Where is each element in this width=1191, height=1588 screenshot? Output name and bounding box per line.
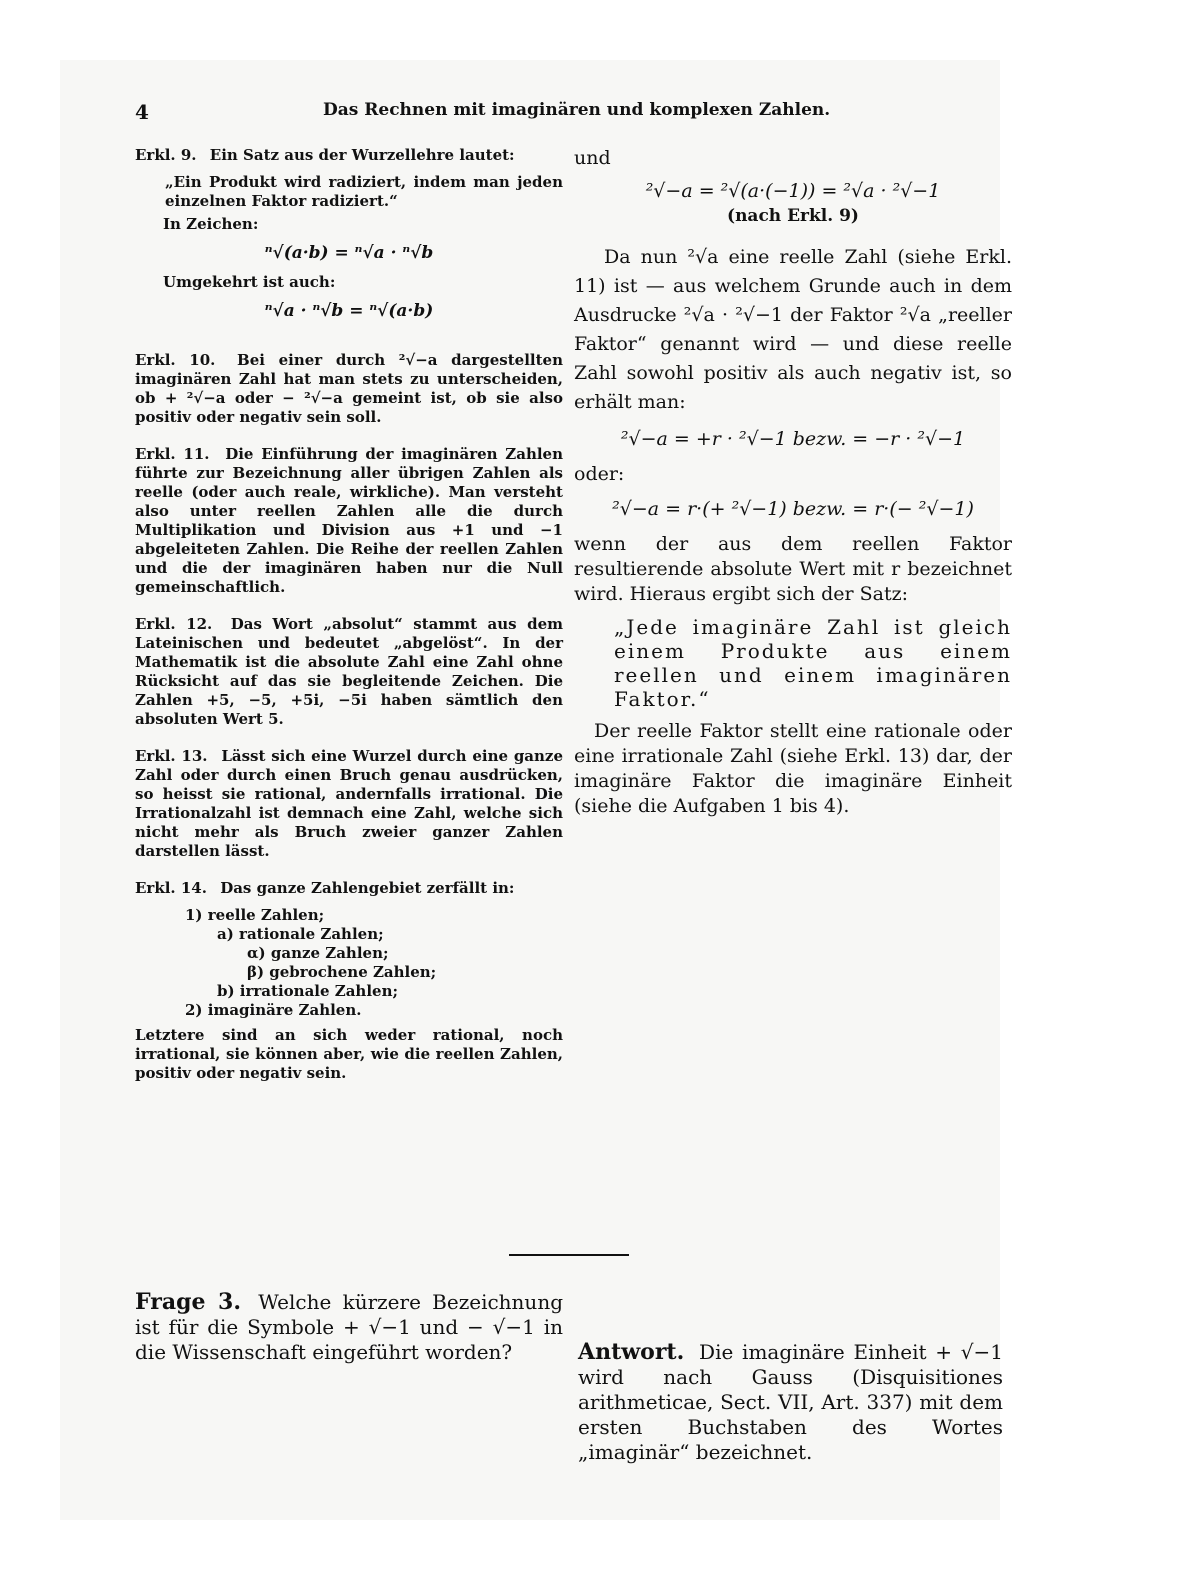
page-number: 4 [135,100,149,124]
erkl-13 [135,747,563,861]
erkl-9-quote: „Ein Produkt wird radiziert, indem man jeden einzelnen Faktor radiziert.“ [165,173,563,210]
erkl-9-head: Erkl. 9. [135,146,197,164]
right-formula-1: ²√−a = ²√(a·(−1)) = ²√a · ²√−1 [645,180,941,202]
list-item: α) ganze Zahlen; [247,944,389,962]
erkl-12-text: Das Wort „absolut“ stammt aus dem Lateinischen und bedeutet „abgelöst“. In der Mathematik ist die absolute Zahl eine Zahl ohne Rücksicht auf das sie begleitende Zeichen. Die Zahlen +5, −5, +5i, −5i haben sämtlich den absoluten Wert 5. [135,615,563,728]
erkl-9-text: Ein Satz aus der Wurzellehre lautet: [209,146,515,164]
erkl-9-umgekehrt: Umgekehrt ist auch: [163,273,336,291]
section-divider [509,1254,629,1256]
left-column [135,146,563,1091]
erkl-9-formula-2: ⁿ√a · ⁿ√b = ⁿ√(a·b) [264,301,434,321]
right-und: und [574,147,611,169]
antwort-text: Die imaginäre Einheit + √−1 wird nach Gauss (Disquisitiones arithmeticae, Sect. VII, Art. 337) mit dem ersten Buchstaben des Wortes „imaginär“ bezeichnet. [578,1340,1004,1464]
right-para-1: Da nun ²√a eine reelle Zahl (siehe Erkl. 11) ist — aus welchem Grunde auch in dem Ausdrucke ²√a · ²√−1 der Faktor ²√a „reeller Faktor“ genannt wird — und diese reelle Zahl sowohl positiv als auch negativ ist, so erhält man: [574,246,1012,413]
erkl-14-text: Das ganze Zahlengebiet zerfällt in: [220,879,515,897]
page-header [135,100,1015,128]
erkl-11-head: Erkl. 11. [135,445,210,463]
list-item: 1) reelle Zahlen; [185,906,325,924]
list-item: 2) imaginäre Zahlen. [185,1001,362,1019]
erkl-10 [135,351,563,427]
running-title: Das Rechnen mit imaginären und komplexen Zahlen. [323,100,831,120]
list-item: a) rationale Zahlen; [217,925,384,943]
antwort [578,1340,1003,1465]
erkl-14-head: Erkl. 14. [135,879,207,897]
erkl-9-formula-1: ⁿ√(a·b) = ⁿ√a · ⁿ√b [264,243,434,263]
right-column [574,146,1012,827]
erkl-10-head: Erkl. 10. [135,351,216,369]
list-item: β) gebrochene Zahlen; [247,963,437,981]
erkl-14-list [135,906,563,1020]
erkl-14 [135,879,563,898]
frage-3-head: Frage 3. [135,1289,241,1315]
erkl-13-head: Erkl. 13. [135,747,208,765]
right-formula-2: ²√−a = +r · ²√−1 bezw. = −r · ²√−1 [620,428,966,450]
erkl-14-closing: Letztere sind an sich weder rational, noch irrational, sie können aber, wie die reellen Zahlen, positiv oder negativ sein. [135,1026,563,1082]
right-para-2: wenn der aus dem reellen Faktor resultierende absolute Wert mit r bezeichnet wird. Hieraus ergibt sich der Satz: [574,533,1012,605]
right-formula-1-note: (nach Erkl. 9) [727,206,859,226]
erkl-9 [135,146,563,165]
erkl-11 [135,445,563,597]
erkl-11-text: Die Einführung der imaginären Zahlen führte zur Bezeichnung aller übrigen Zahlen als reelle (oder auch reale, wirkliche). Man versteht also unter reellen Zahlen alle die durch Multiplikation und Division aus +1 und −1 abgeleiteten Zahlen. Die Reihe der reellen Zahlen und die der imaginären haben nur die Null gemeinschaftlich. [135,445,563,596]
erkl-13-text: Lässt sich eine Wurzel durch eine ganze Zahl oder durch einen Bruch genau ausdrücken, so heisst sie rational, andernfalls irrational. Die Irrationalzahl ist demnach eine Zahl, welche sich nicht mehr als Bruch zweier ganzer Zahlen darstellen lässt. [135,747,563,860]
right-para-3: Der reelle Faktor stellt eine rationale oder eine irrationale Zahl (siehe Erkl. 13) dar, der imaginäre Faktor die imaginäre Einheit (siehe die Aufgaben 1 bis 4). [574,720,1012,817]
erkl-12 [135,615,563,729]
antwort-head: Antwort. [578,1339,685,1365]
right-satz: „Jede imaginäre Zahl ist gleich einem Produkte aus einem reellen und einem imaginären Faktor.“ [614,615,1012,711]
erkl-9-in-zeichen: In Zeichen: [163,215,259,233]
erkl-12-head: Erkl. 12. [135,615,213,633]
right-formula-3: ²√−a = r·(+ ²√−1) bezw. = r·(− ²√−1) [612,498,974,520]
frage-3 [135,1290,563,1365]
frage-3-text: Welche kürzere Bezeichnung ist für die Symbole + √−1 und − √−1 in die Wissenschaft eingeführt worden? [135,1290,563,1364]
erkl-10-text: Bei einer durch ²√−a dargestellten imaginären Zahl hat man stets zu unterscheiden, ob + ²√−a oder − ²√−a gemeint ist, ob sie also positiv oder negativ sein soll. [135,351,563,426]
right-oder: oder: [574,463,625,485]
list-item: b) irrationale Zahlen; [217,982,399,1000]
